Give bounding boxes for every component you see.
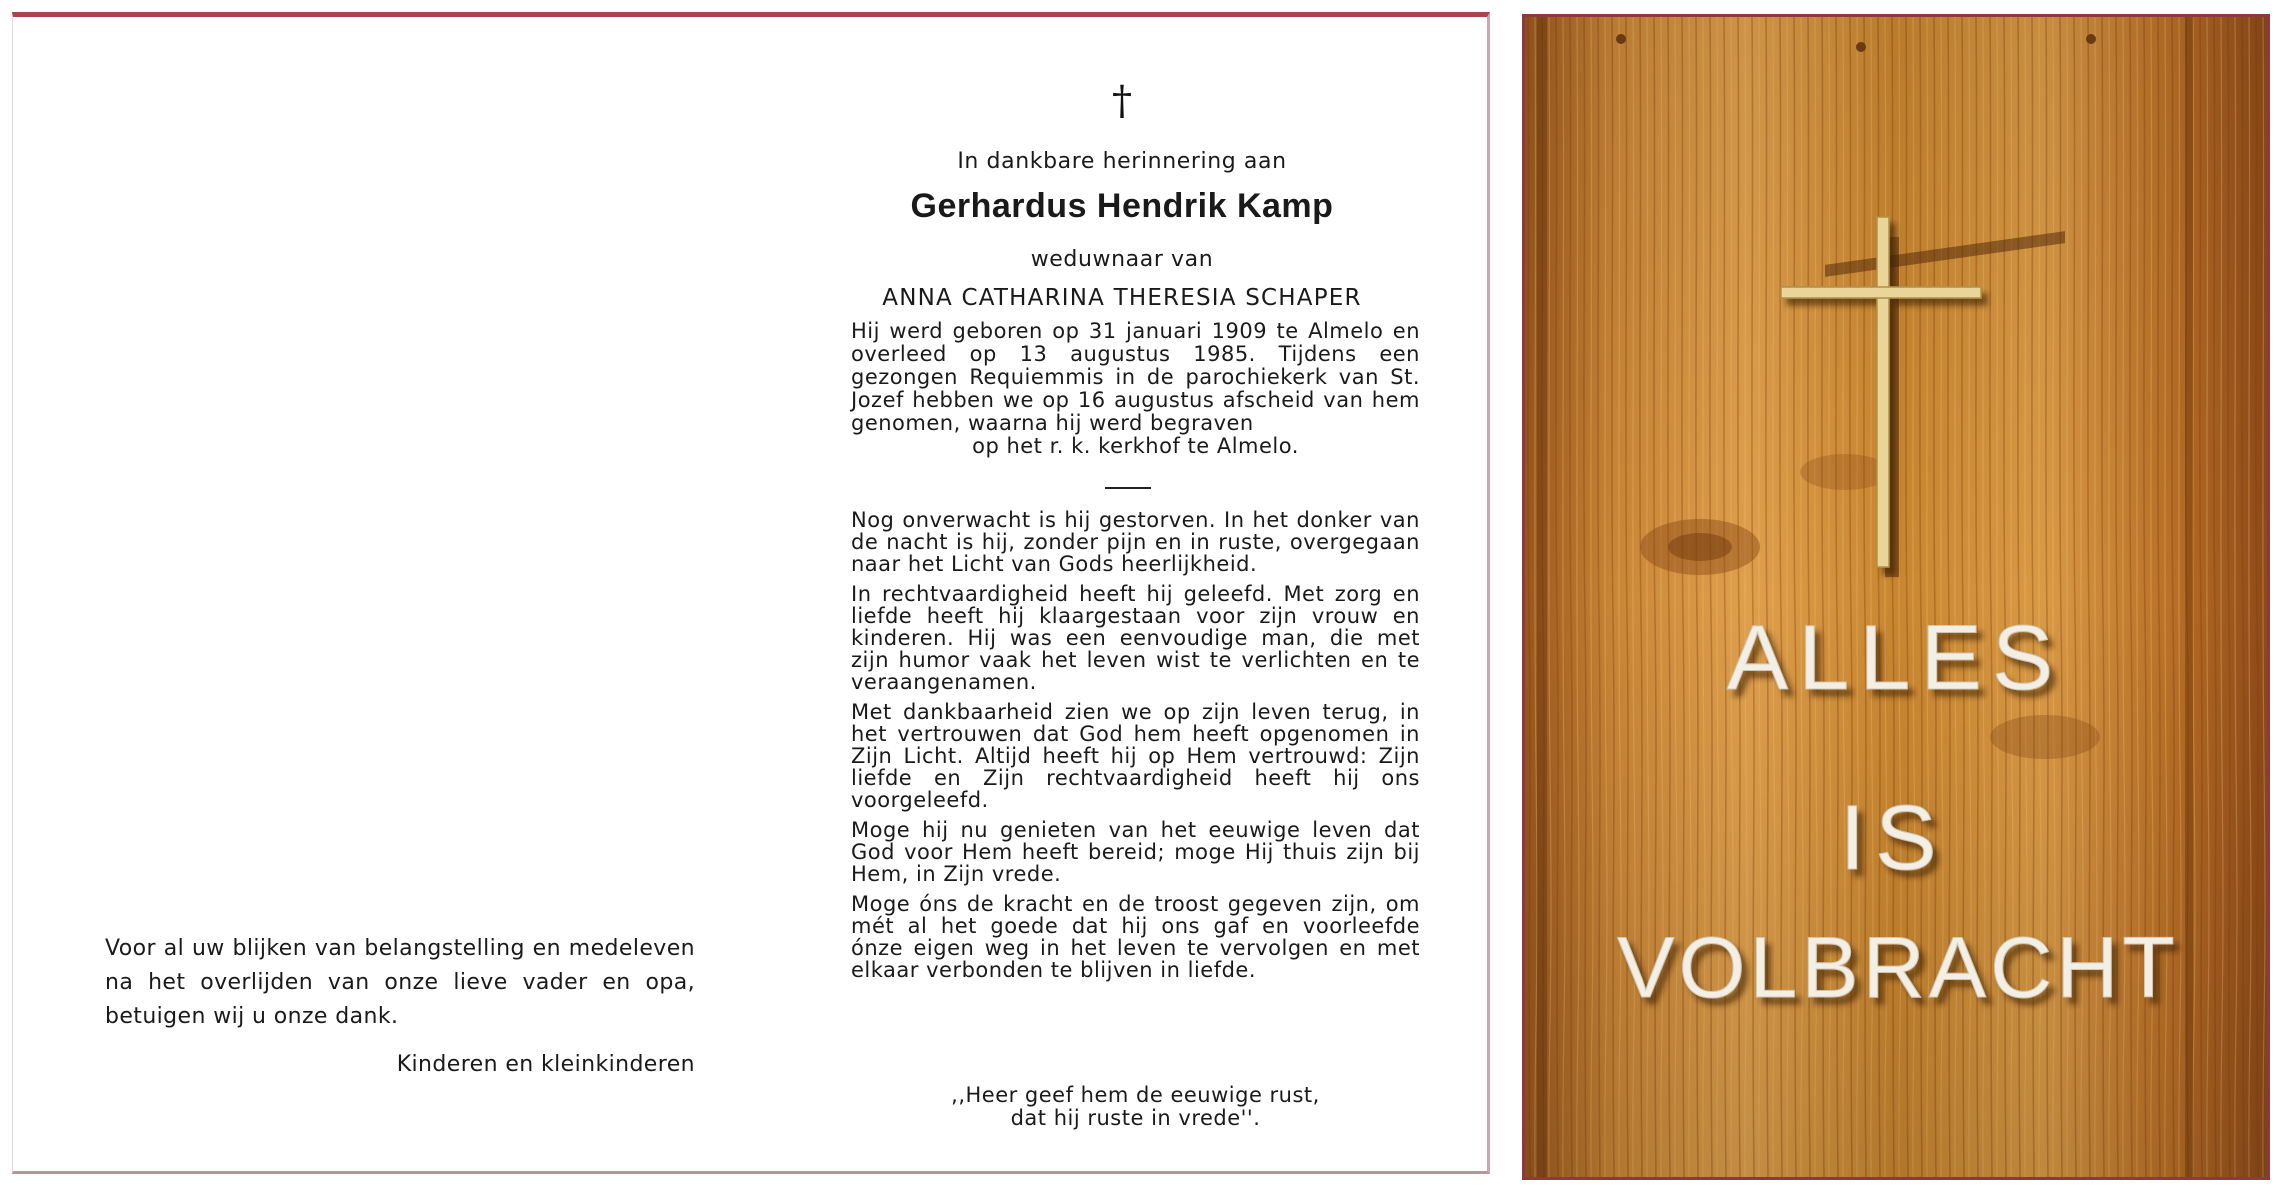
cross-icon: † (1112, 78, 1132, 124)
closing-prayer (851, 1084, 1420, 1130)
inside-left-panel (13, 17, 753, 1171)
deceased-name: Gerhardus Hendrik Kamp (910, 187, 1334, 225)
paragraph: Moge óns de kracht en de troost gegeven zijn, om mét al het goede dat hij ons gaf en voorleefde ónze eigen weg in het leven te vervolgen en met elkaar verbonden te blijven in liefde. (851, 892, 1420, 982)
spouse-name: ANNA CATHARINA THERESIA SCHAPER (882, 285, 1362, 311)
closing-line: dat hij ruste in vrede''. (1010, 1106, 1261, 1130)
signoff: Kinderen en kleinkinderen (396, 1052, 695, 1077)
divider (1105, 487, 1151, 489)
paragraph: In rechtvaardigheid heeft hij geleefd. Met zorg en liefde heeft hij klaargestaan voor zijn vrouw en kinderen. Hij was een eenvoudige man, die met zijn humor vaak het leven wist te verlichten en te veraangenamen. (851, 582, 1420, 694)
cover-image (1525, 17, 2267, 1177)
inside-right-panel (753, 17, 1491, 1171)
paragraph: Nog onverwacht is hij gestorven. In het donker van de nacht is hij, zonder pijn en in ruste, overgegaan naar het Licht van Gods heerlijkheid. (851, 508, 1420, 576)
closing-line: ,,Heer geef hem de eeuwige rust, (951, 1083, 1320, 1107)
nail-icon (1616, 34, 1626, 44)
cover-word-volbracht: VOLBRACHT (1617, 920, 2179, 1016)
memorial-text (851, 509, 1420, 989)
nail-icon (1856, 42, 1866, 52)
thanks-message: Voor al uw blijken van belangstelling en medeleven na het overlijden van onze lieve vader en opa, betuigen wij u onze dank. (105, 936, 695, 1029)
cover-word-alles: ALLES (1726, 607, 2064, 709)
inside-card (12, 12, 1490, 1174)
biography-last-line: op het r. k. kerkhof te Almelo. (972, 434, 1299, 458)
paragraph: Moge hij nu genieten van het eeuwige leven dat God voor Hem heeft bereid; moge Hij thuis zijn bij Hem, in Zijn vrede. (851, 818, 1420, 886)
cover-word-is: IS (1839, 787, 1947, 889)
cover-card (1522, 14, 2270, 1180)
nail-icon (2086, 34, 2096, 44)
biography (851, 320, 1420, 458)
paragraph: Met dankbaarheid zien we op zijn leven terug, in het vertrouwen dat God hem heeft opgenomen in Zijn Licht. Altijd heeft hij op Hem vertrouwd: Zijn liefde en Zijn rechtvaardigheid heeft hij ons voorgeleefd. (851, 700, 1420, 812)
intro-line: In dankbare herinnering aan (957, 149, 1287, 174)
widower-of-line: weduwnaar van (1030, 247, 1214, 272)
biography-main: Hij werd geboren op 31 januari 1909 te Almelo en overleed op 13 augustus 1985. Tijdens een gezongen Requiemmis in de parochiekerk van St. Jozef hebben we op 16 augustus afscheid van hem genomen, waarna hij werd begraven (851, 319, 1420, 435)
